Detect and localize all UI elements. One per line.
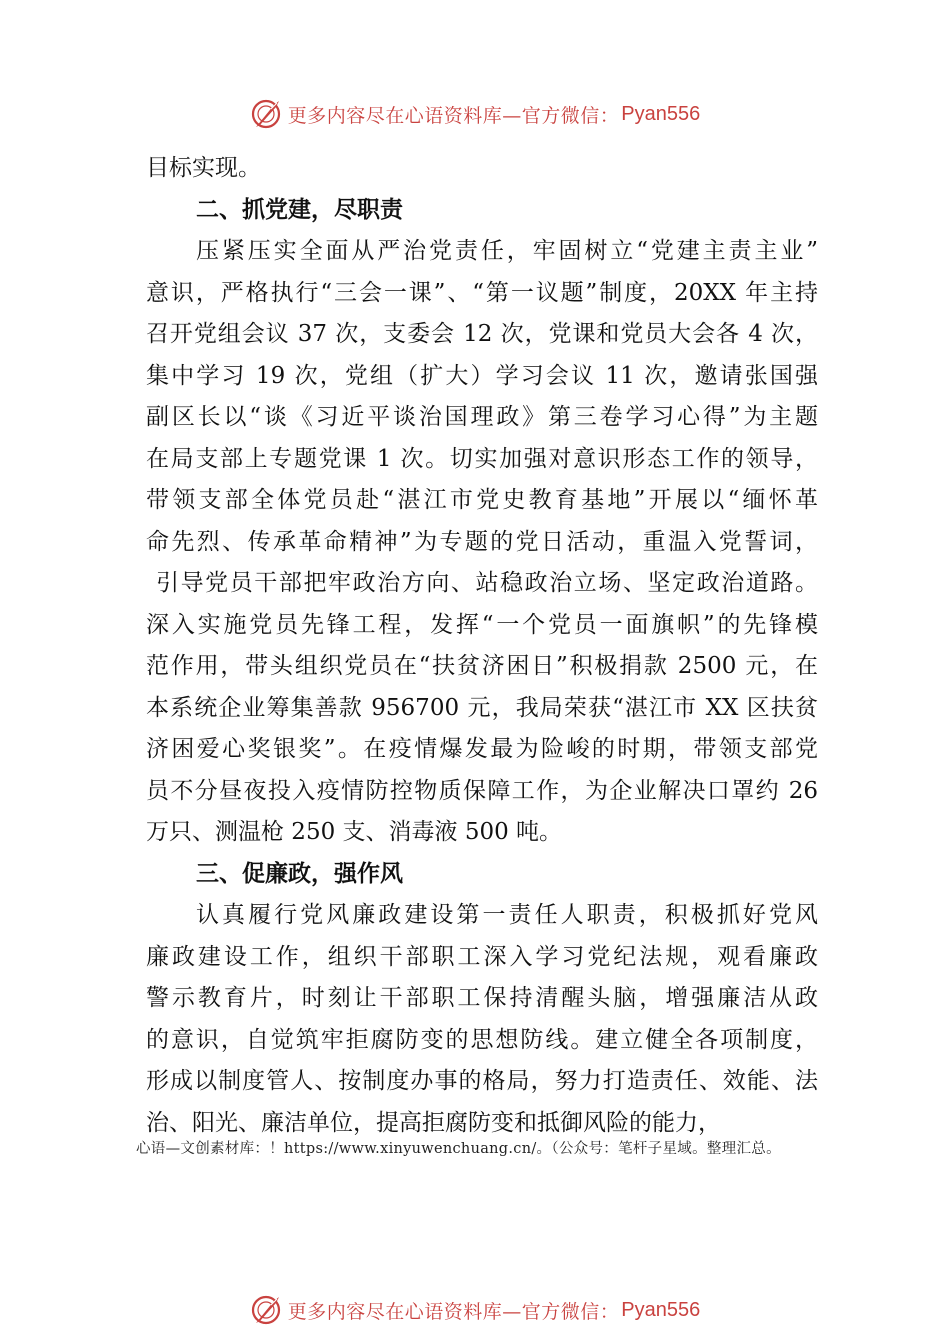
document-body [146, 148, 818, 1144]
paragraph-line: 廉政建设工作，组织干部职工深入学习党纪法规，观看廉政 [146, 943, 818, 970]
footer-watermark [0, 1290, 950, 1330]
watermark-brand: Pyan556 [621, 102, 701, 125]
document-footnote: 心语—文创素材库：！https://www.xinyuwenchuang.cn/。（公众号：笔杆子星域。整理汇总。 [136, 1141, 781, 1157]
paragraph-line: 认真履行党风廉政建设第一责任人职责，积极抓好党风 [196, 902, 818, 928]
paragraph-line: 治、阳光、廉洁单位，提高拒腐防变和抵御风险的能力， [146, 1109, 721, 1136]
section-heading: 二、抓党建，尽职责 [196, 196, 403, 223]
paragraph-line: 命先烈、传承革命精神”为专题的党日活动，重温入党誓词， [146, 528, 818, 555]
quill-pen-logo-icon [250, 1293, 284, 1327]
quill-pen-logo-icon [250, 97, 284, 131]
paragraph-line: 员不分昼夜投入疫情防控物质保障工作，为企业解决口罩约 26 [146, 777, 818, 804]
watermark-text: 更多内容尽在心语资料库—官方微信： [287, 104, 620, 127]
paragraph-line: 范作用，带头组织党员在“扶贫济困日”积极捐款 2500 元，在 [146, 653, 818, 679]
header-watermark [0, 94, 950, 134]
paragraph-line: 带领支部全体党员赴“湛江市党史教育基地”开展以“缅怀革 [146, 487, 818, 513]
section-heading: 三、促廉政，强作风 [196, 860, 403, 887]
paragraph-line: 警示教育片，时刻让干部职工保持清醒头脑，增强廉洁从政 [146, 985, 818, 1011]
paragraph-line: 的意识，自觉筑牢拒腐防变的思想防线。建立健全各项制度， [146, 1026, 818, 1053]
paragraph-line: 引导党员干部把牢政治方向、站稳政治立场、坚定政治道路。 [156, 570, 818, 596]
paragraph-line: 副区长以“谈《习近平谈治国理政》第三卷学习心得”为主题 [146, 404, 818, 430]
paragraph-line: 万只、测温枪 250 支、消毒液 500 吨。 [146, 819, 563, 845]
paragraph-line: 目标实现。 [146, 155, 261, 181]
paragraph-line: 形成以制度管人、按制度办事的格局，努力打造责任、效能、法 [146, 1068, 818, 1094]
paragraph-line: 意识，严格执行“三会一课”、“第一议题”制度，20XX 年主持 [146, 279, 818, 306]
paragraph-line: 压紧压实全面从严治党责任，牢固树立“党建主责主业” [196, 238, 818, 264]
paragraph-line: 集中学习 19 次，党组（扩大）学习会议 11 次，邀请张国强 [146, 362, 818, 389]
paragraph-line: 在局支部上专题党课 1 次。切实加强对意识形态工作的领导， [146, 445, 818, 472]
paragraph-line: 召开党组会议 37 次，支委会 12 次，党课和党员大会各 4 次， [146, 321, 818, 347]
watermark-text: 更多内容尽在心语资料库—官方微信： [287, 1300, 620, 1323]
paragraph-line: 深入实施党员先锋工程，发挥“一个党员一面旗帜”的先锋模 [146, 611, 818, 638]
paragraph-line: 济困爱心奖银奖”。在疫情爆发最为险峻的时期，带领支部党 [146, 736, 818, 762]
watermark-brand: Pyan556 [621, 1298, 701, 1321]
paragraph-line: 本系统企业筹集善款 956700 元，我局荣获“湛江市 XX 区扶贫 [146, 694, 818, 721]
